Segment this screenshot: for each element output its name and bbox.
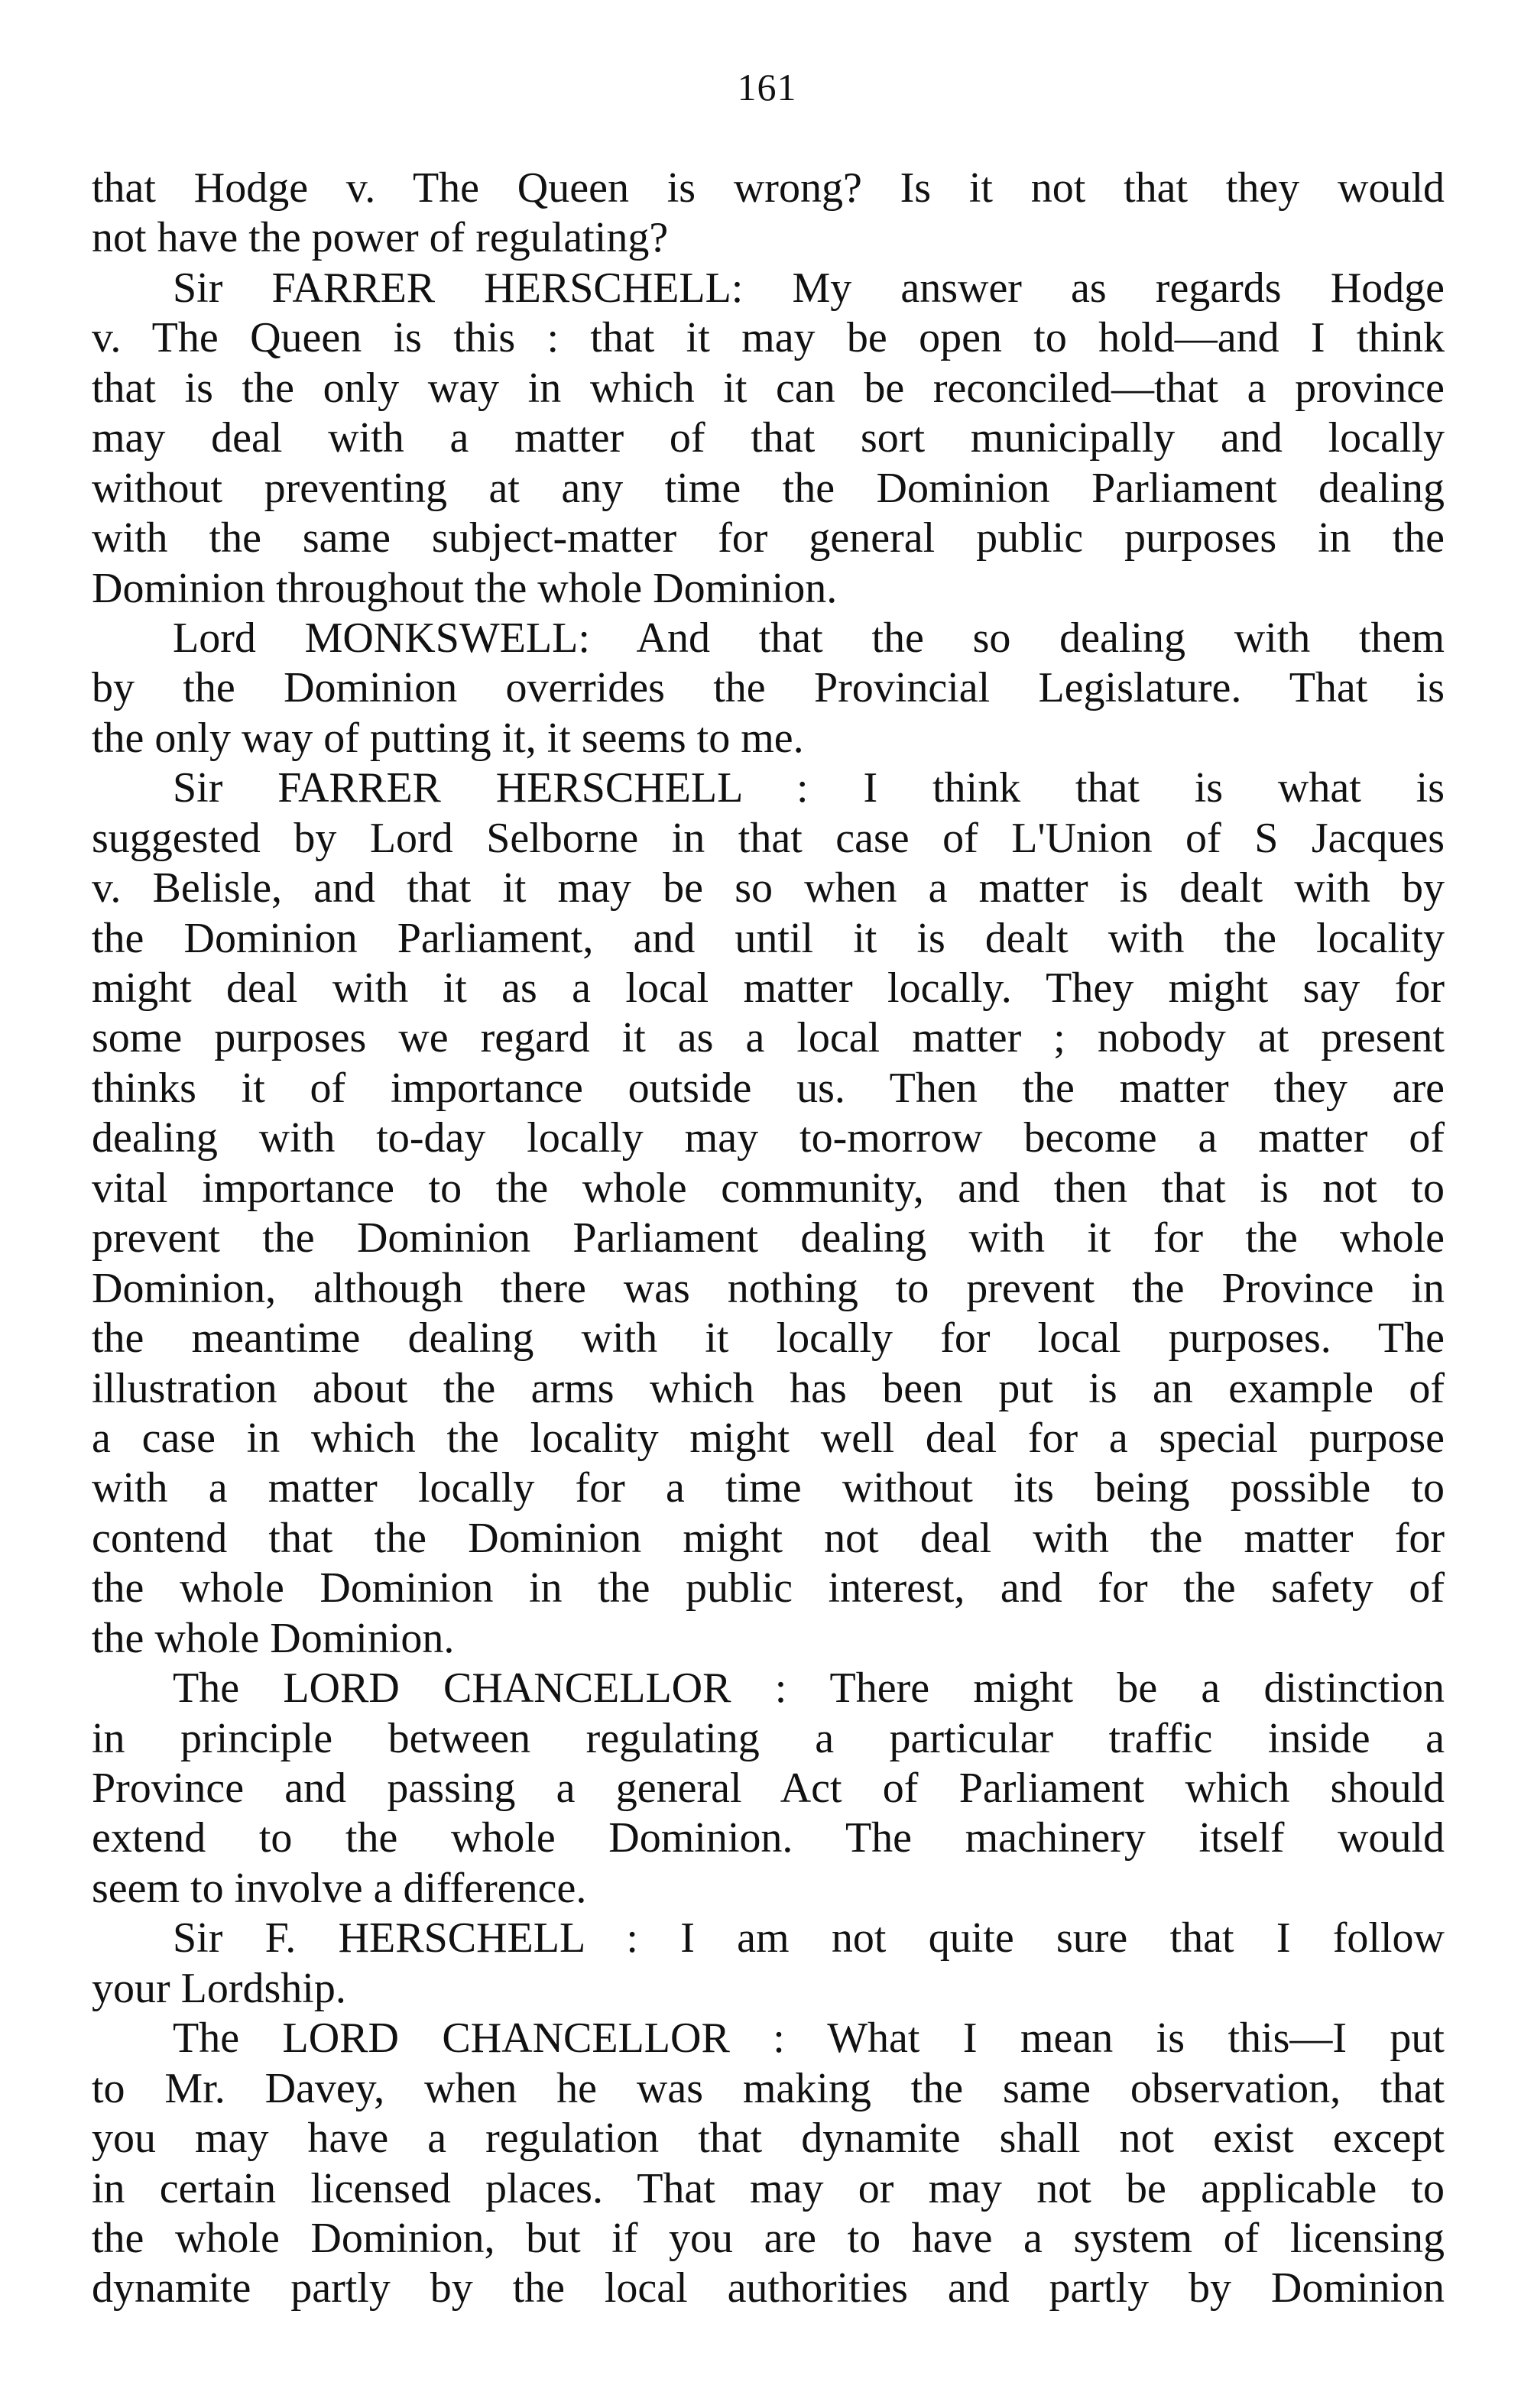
text-line: by the Dominion overrides the Provincial Legislature. That is (92, 664, 1445, 712)
text-line: thinks it of importance outside us. Then the matter they are (92, 1064, 1445, 1112)
text-line: with the same subject-matter for general public purposes in the (92, 514, 1445, 562)
text-line: Sir F. HERSCHELL : I am not quite sure that I follow (173, 1914, 1445, 1962)
text-line: vital importance to the whole community, and then that is not to (92, 1164, 1445, 1212)
text-line: Province and passing a general Act of Parliament which should (92, 1765, 1445, 1812)
text-line: contend that the Dominion might not deal with the matter for (92, 1514, 1445, 1562)
text-line: you may have a regulation that dynamite shall not exist except (92, 2115, 1445, 2163)
text-line: the Dominion Parliament, and until it is dealt with the locality (92, 914, 1445, 962)
text-line: some purposes we regard it as a local matter ; nobody at present (92, 1014, 1445, 1062)
text-line: that is the only way in which it can be reconciled—that a province (92, 364, 1445, 412)
body-text (92, 164, 1445, 2314)
text-line: seem to involve a difference. (92, 1864, 587, 1912)
text-line: in principle between regulating a particular traffic inside a (92, 1714, 1445, 1762)
text-line: without preventing at any time the Dominion Parliament dealing (92, 464, 1445, 512)
text-line: your Lordship. (92, 1964, 346, 2012)
text-line: Lord MONKSWELL: And that the so dealing with them (173, 614, 1445, 662)
text-line: not have the power of regulating? (92, 214, 669, 262)
text-line: to Mr. Davey, when he was making the same observation, that (92, 2064, 1445, 2112)
text-line: may deal with a matter of that sort municipally and locally (92, 414, 1445, 462)
text-line: the whole Dominion, but if you are to have a system of licensing (92, 2214, 1445, 2262)
text-line: might deal with it as a local matter locally. They might say for (92, 964, 1445, 1012)
text-line: the only way of putting it, it seems to me. (92, 714, 804, 762)
text-line: The LORD CHANCELLOR : What I mean is this—I put (173, 2014, 1445, 2063)
text-line: the meantime dealing with it locally for local purposes. The (92, 1314, 1445, 1363)
text-line: prevent the Dominion Parliament dealing with it for the whole (92, 1214, 1445, 1262)
text-line: dynamite partly by the local authorities and partly by Dominion (92, 2264, 1445, 2312)
text-line: Dominion, although there was nothing to prevent the Province in (92, 1264, 1445, 1312)
text-line: a case in which the locality might well deal for a special purpose (92, 1414, 1445, 1462)
text-line: v. The Queen is this : that it may be open to hold—and I think (92, 314, 1445, 362)
text-line: dealing with to-day locally may to-morrow become a matter of (92, 1114, 1445, 1162)
text-line: suggested by Lord Selborne in that case of L'Union of S Jacques (92, 814, 1445, 862)
text-line: in certain licensed places. That may or may not be applicable to (92, 2164, 1445, 2212)
text-line: The LORD CHANCELLOR : There might be a distinction (173, 1664, 1445, 1713)
text-line: the whole Dominion. (92, 1614, 455, 1662)
text-line: illustration about the arms which has been put is an example of (92, 1364, 1445, 1412)
text-line: Sir FARRER HERSCHELL : I think that is what is (173, 764, 1445, 812)
text-line: v. Belisle, and that it may be so when a matter is dealt with by (92, 864, 1445, 912)
text-line: Dominion throughout the whole Dominion. (92, 564, 838, 612)
text-line: with a matter locally for a time without its being possible to (92, 1464, 1445, 1512)
text-line: extend to the whole Dominion. The machinery itself would (92, 1814, 1445, 1862)
text-line: the whole Dominion in the public interest, and for the safety of (92, 1564, 1445, 1612)
text-line: that Hodge v. The Queen is wrong? Is it not that they would (92, 164, 1445, 212)
page-number: 161 (737, 66, 797, 109)
text-line: Sir FARRER HERSCHELL: My answer as regards Hodge (173, 264, 1445, 312)
